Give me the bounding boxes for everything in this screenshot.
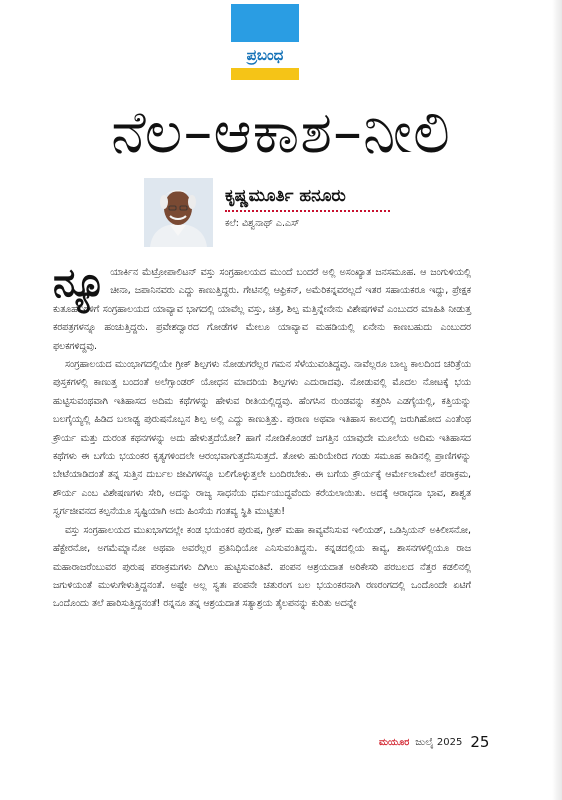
article-paragraph: ವಸ್ತು ಸಂಗ್ರಹಾಲಯದ ಮುಖಭಾಗದಲ್ಲೇ ಕಂಡ ಭಯಂಕರ ಪುರುಷ, ಗ್ರೀಕ್ ಮಹಾ ಕಾವ್ಯವೆನಿಸುವ ಇಲಿಯಡ್, ಒಡಿಸ್ಸಿಯನ್ ಅಕಿಲೀಸನೋ, ಹೆಕ್ಟೇರನೋ, ಅಗಮೆಮ್ನಾನೋ ಅಥವಾ ಅವರೆಲ್ಲರ ಪ್ರತಿನಿಧಿಯೋ ಎನಿಸುವಂತಿದ್ದನು. ಕನ್ನಡದಲ್ಲಿಯ ಕಾವ್ಯ, ಶಾಸನಗಳಲ್ಲಿಯೂ ರಾಜ ಮಹಾರಾಜರೆಂಬುವರ ಪುರುಷ ಪರಾಕ್ರಮಗಳು ದಿಗಿಲು ಹುಟ್ಟಿಸುವಂತಿವೆ. ಪಂಪನ ಆಶ್ರಯದಾತ ಅರಿಕೇಸರಿ ಪರಬಲದ ನೆತ್ತರ ಕಡಲಿನಲ್ಲಿ ಜಗುಳಿಯಂತೆ ಮುಳುಗೇಳುತ್ತಿದ್ದನಂತೆ. ಅಷ್ಟೇ ಅಲ್ಲ ಸ್ವತಃ ಪಂಪನೇ ಚತುರಂಗ ಬಲ ಭಯಂಕರನಾಗಿ ರಣರಂಗದಲ್ಲಿ ಒಂದೊಂದೇ ಏಟಿಗೆ ಒಂದೊಂದು ತಲೆ ಹಾರಿಸುತ್ತಿದ್ದನಂತೆ! ರನ್ನನೂ ತನ್ನ ಆಶ್ರಯದಾತ ಸತ್ಯಾಶ್ರಯ ತೈಲಪನನ್ನು ಕುರಿತು ಅದನ್ನೇ bbox=[53, 524, 471, 610]
page-number: 25 bbox=[470, 733, 490, 751]
drop-cap: ನ್ಯೂ bbox=[53, 260, 107, 306]
author-name: ಕೃಷ್ಣಮೂರ್ತಿ ಹನೂರು bbox=[225, 186, 346, 206]
paragraph-text: ಯಾರ್ಕಿನ ಮೆಟ್ರೋಪಾಲಿಟನ್ ವಸ್ತು ಸಂಗ್ರಹಾಲಯದ ಮುಂದೆ ಬಂದರೆ ಅಲ್ಲಿ ಅಸಂಖ್ಯಾತ ಜನಸಮೂಹ. ಆ ಜಂಗುಳಿಯಲ್ಲಿ ಚೀನಾ, ಜಪಾನಿನವರು ಎದ್ದು ಕಾಣುತ್ತಿದ್ದರು. ಗೇಟಿನಲ್ಲಿ ಆಫ್ರಿಕನ್, ಅಮೆರಿಕನ್ನವರಲ್ಲದೆ ಇತರ ಸಹಾಯಕರೂ ಇದ್ದು, ಪ್ರೇಕ್ಷಕ ಕುತೂಹಲಿಗಳಿಗೆ ಸಂಗ್ರಹಾಲಯದ ಯಾವ್ಯಾವ ಭಾಗದಲ್ಲಿ ಯಾವೆಲ್ಲ ವಸ್ತು, ಚಿತ್ರ, ಶಿಲ್ಪ ಮತ್ತಿನ್ನೇನೇನು ವಿಶೇಷಗಳಿವೆ ಎಂಬುದರ ಮಾಹಿತಿ ನೀಡುತ್ತ ಕರಪತ್ರಗಳನ್ನೂ ಹಂಚುತ್ತಿದ್ದರು. ಪ್ರವೇಶದ್ವಾರದ ಗೋಡೆಗಳ ಮೇಲೂ ಯಾವ್ಯಾವ ಮಹಡಿಯಲ್ಲಿ ಏನೇನು ಕಾಣಬಹುದು ಎಂಬುದರ ಫಲಕಗಳಿದ್ದವು. bbox=[53, 267, 471, 352]
article-paragraph bbox=[53, 260, 471, 356]
article-body bbox=[53, 260, 472, 614]
section-logo bbox=[231, 4, 299, 80]
art-credit: ಕಲೆ: ವಿಶ್ವನಾಥ್ ಎ.ಎಸ್ bbox=[225, 218, 300, 229]
page-footer bbox=[379, 732, 489, 752]
logo-blue-block bbox=[231, 4, 299, 42]
issue-date: ಜುಲೈ 2025 bbox=[415, 736, 463, 748]
article-paragraph: ಸಂಗ್ರಹಾಲಯದ ಮುಂಭಾಗದಲ್ಲಿಯೇ ಗ್ರೀಕ್ ಶಿಲ್ಪಗಳು ನೋಡುಗರೆಲ್ಲರ ಗಮನ ಸೆಳೆಯುವಂತಿದ್ದವು. ನಾವೆಲ್ಲರೂ ಬಾಲ್ಯ ಕಾಲದಿಂದ ಚರಿತ್ರೆಯ ಪುಸ್ತಕಗಳಲ್ಲಿ ಕಾಣುತ್ತ ಬಂದಂತೆ ಅಲೆಗ್ಸಾಂಡರ್ ಯೋಧನ ಮಾದರಿಯ ಶಿಲ್ಪಗಳು ಎದುರಾದವು. ನೋಡುವಲ್ಲಿ ಮೊದಲ ನೋಟಕ್ಕೆ ಭಯ ಹುಟ್ಟಿಸುವಂಥವಾಗಿ ಇತಿಹಾಸದ ಅದಿಮ ಕಥೆಗಳನ್ನು ಹೇಳುವ ರೀತಿಯಲ್ಲಿದ್ದವು. ಹೆಂಗಸಿನ ರುಂಡವನ್ನು ಕತ್ತರಿಸಿ ಎಡಗೈಯಲ್ಲಿ, ಕತ್ತಿಯನ್ನು ಬಲಗೈಯ್ಯಲ್ಲಿ ಹಿಡಿದ ಬಲಾಢ್ಯ ಪುರುಷನೊಬ್ಬನ ಶಿಲ್ಪ ಅಲ್ಲಿ ಎದ್ದು ಕಾಣುತ್ತಿತ್ತು. ಪುರಾಣ ಅಥವಾ ಇತಿಹಾಸ ಕಾಲದಲ್ಲಿ ಜರುಗಿಹೋದ ಎಂತೆಂಥ ಕ್ರೌರ್ಯ ಮತ್ತು ದುರಂತ ಕಥನಗಳನ್ನು ಅದು ಹೇಳುತ್ತದೆಯೋ? ಹಾಗೆ ನೋಡಿಕೊಂಡರೆ ಜಗತ್ತಿನ ಯಾವುದೇ ಮೂಲೆಯ ಅದಿಮ ಇತಿಹಾಸದ ಕಥೆಗಳು ಈ ಬಗೆಯ ಭಯಂಕರ ಕೃತ್ಯಗಳಿಂದಲೇ ಆರಂಭವಾಗುತ್ತದೆನಿಸುತ್ತದೆ. ತೋಳು ಹುರಿಯೇರಿದ ಗಂಡು ಸಮೂಹ ಕಾಡಿನಲ್ಲಿ ಪ್ರಾಣಿಗಳನ್ನು ಬೇಟೆಯಾಡಿದಂತೆ ತನ್ನ ಸುತ್ತಿನ ದುರ್ಬಲ ಜೀವಿಗಳನ್ನೂ ಬಲಿಗೊಳ್ಳುತ್ತಲೇ ಬಂದಿರಬೇಕು. ಈ ಬಗೆಯ ಕ್ರೌರ್ಯಕ್ಕೆ ಆರ್ಮೇಲಾಮೇಲೆ ಪರಾಕ್ರಮ, ಶೌರ್ಯ ಎಂಬ ವಿಶೇಷಣಗಳು ಸೇರಿ, ಅದನ್ನು ರಾಜ್ಯ ಸಾಧನೆಯ ಧರ್ಮಯುದ್ಧವೆಂದು ಕರೆಯಲಾಯಿತು. ಅದಕ್ಕೆ ಆರಾಧನಾ ಭಾವ, ಶಾಶ್ವತ ಸ್ವರ್ಗಜೀವನದ ಕಲ್ಪನೆಯೂ ಸೃಷ್ಟಿಯಾಗಿ ಅದು ಹಿಂಸೆಯ ಗಂತವ್ಯ ಸ್ಥಿತಿ ಮುಟ್ಟಿತು! bbox=[53, 359, 472, 518]
section-label: ಪ್ರಬಂಧ bbox=[231, 42, 299, 68]
author-portrait-illustration bbox=[144, 178, 213, 247]
article-headline: ನೆಲ–ಆಕಾಶ–ನೀಲಿ bbox=[111, 98, 451, 166]
author-divider bbox=[225, 210, 390, 212]
publication-logo: ಮಯೂರ bbox=[379, 736, 410, 748]
author-photo bbox=[144, 178, 213, 247]
logo-yellow-block bbox=[231, 68, 299, 80]
